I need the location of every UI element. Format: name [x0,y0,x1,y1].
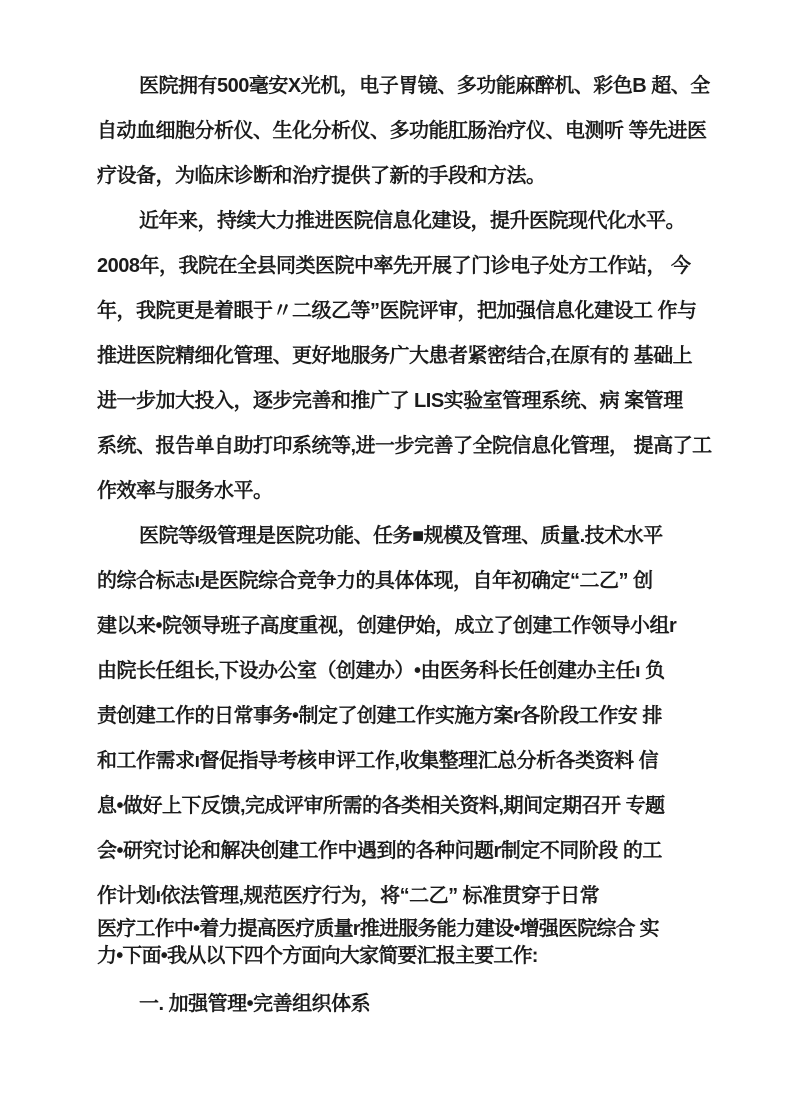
informatization-paragraph [97,199,722,514]
text-line: 进一步加大投入，逐步完善和推广了 LIS实验室管理系统、病 案管理 [97,390,683,412]
text-line: 作计划ı依法管理,规范医疗行为，将“二乙” 标准贯穿于日常 [97,885,600,907]
text-line: 会•研究讨论和解决创建工作中遇到的各种问题r制定不同阶段 的工 [97,840,662,862]
text-line: 建以来•院领导班子高度重视，创建伊始，成立了创建工作领导小组r [97,615,677,637]
text-line: 近年来，持续大力推进医院信息化建设，提升医院现代化水平。 [139,210,685,232]
equipment-paragraph [97,64,722,199]
main-text-block [97,64,722,919]
text-line: 医院等级管理是医院功能、任务■规模及管理、质量.技术水平 [139,525,663,547]
grade-management-paragraph [97,514,722,919]
text-line: 由院长任组长,下设办公室（创建办）•由医务科长任创建办主任ı 负 [97,660,665,682]
text-line: 医疗工作中•着力提高医疗质量r推进服务能力建设•增强医院综合 实 [97,918,659,940]
section-heading-block [97,988,722,1020]
text-line: 力•下面•我从以下四个方面向大家简要汇报主要工作: [97,945,538,967]
text-line: 系统、报告单自助打印系统等,进一步完善了全院信息化管理， 提高了工 [97,435,712,457]
text-line: 自动血细胞分析仪、生化分析仪、多功能肛肠治疗仪、电测听 等先进医 [97,120,707,142]
text-line: 疗设备，为临床诊断和治疗提供了新的手段和方法。 [97,165,546,187]
text-line: 和工作需求ı督促指导考核申评工作,收集整理汇总分析各类资料 信 [97,750,659,772]
text-line: 2008年，我院在全县同类医院中率先开展了门诊电子处方工作站， 今 [97,255,691,277]
text-line: 医院拥有500毫安X光机，电子胃镜、多功能麻醉机、彩色B 超、全 [139,75,710,97]
text-line: 年，我院更是着眼于〃二级乙等”医院评审，把加强信息化建设工 作与 [97,300,697,322]
closing-paragraph [97,916,747,970]
text-line: 推进医院精细化管理、更好地服务广大患者紧密结合,在原有的 基础上 [97,345,693,367]
section-heading-line: 一. 加强管理•完善组织体系 [139,993,371,1015]
text-line: 息•做好上下反馈,完成评审所需的各类相关资料,期间定期召开 专题 [97,795,665,817]
text-line: 责创建工作的日常事务•制定了创建工作实施方案r各阶段工作安 排 [97,705,662,727]
text-line: 的综合标志ı是医院综合竞争力的具体体现，自年初确定“二乙” 创 [97,570,653,592]
text-line: 作效率与服务水平。 [97,480,273,502]
